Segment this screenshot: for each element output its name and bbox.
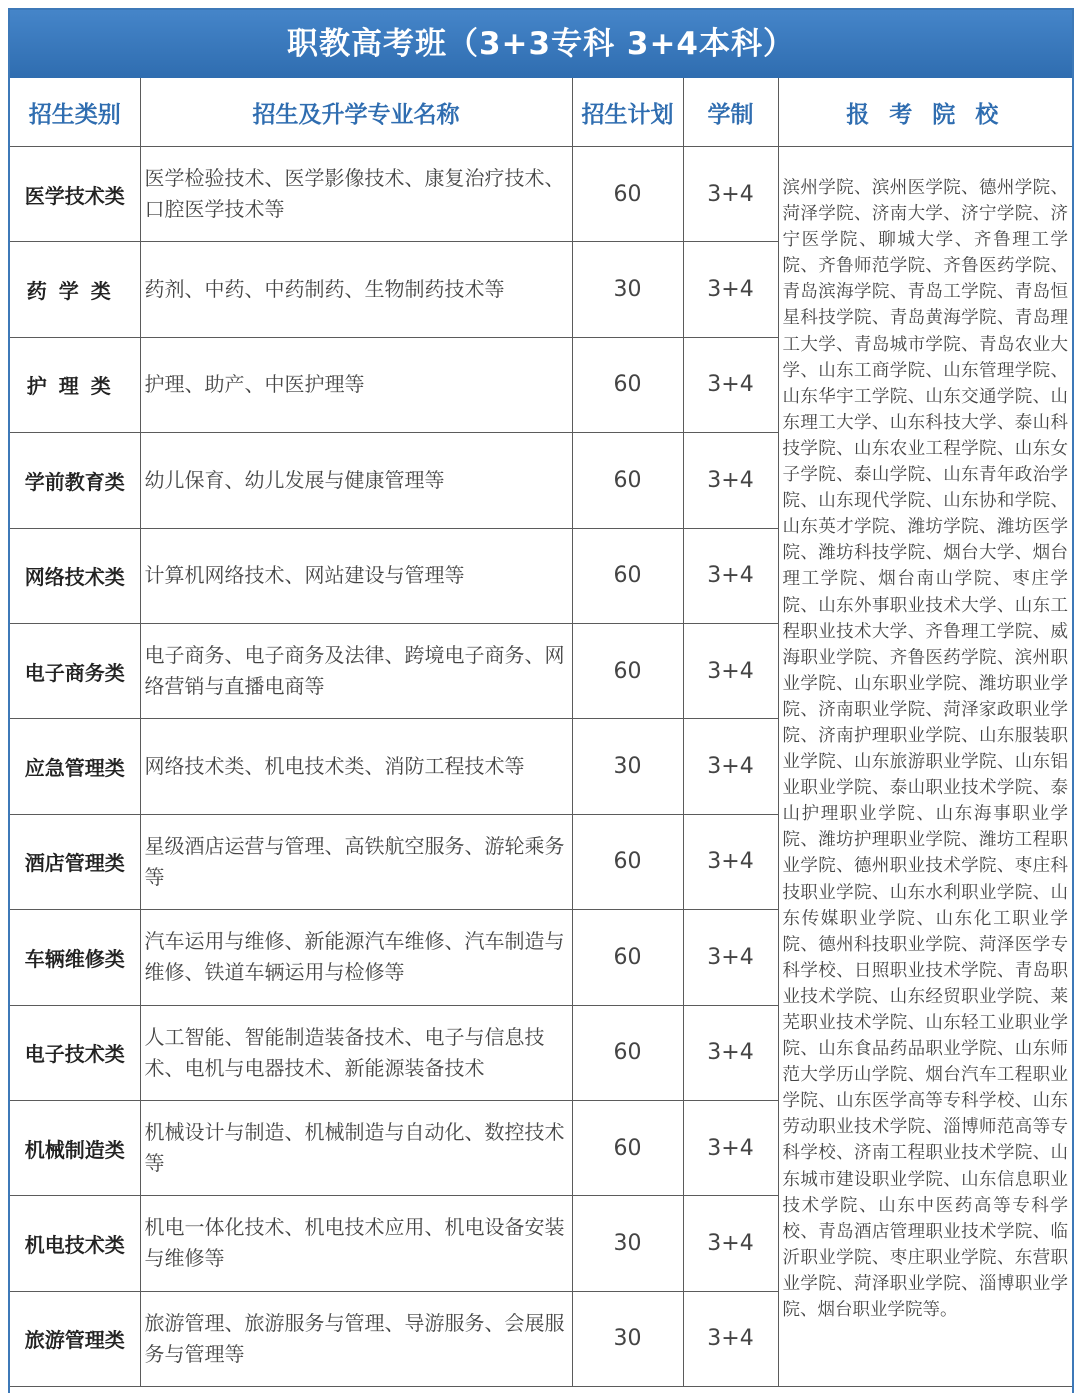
header-plan: 招生计划: [572, 78, 683, 147]
majors-cell: 机械设计与制造、机械制造与自动化、数控技术等: [140, 1100, 572, 1195]
majors-cell: 网络技术类、机电技术类、消防工程技术等: [140, 719, 572, 814]
majors-cell: 幼儿保育、幼儿发展与健康管理等: [140, 433, 572, 528]
duration-cell: 3+4: [683, 623, 778, 718]
plan-cell: 60: [572, 1005, 683, 1100]
category-cell: 药学类: [10, 242, 140, 337]
category-cell: 学前教育类: [10, 433, 140, 528]
plan-cell: 30: [572, 242, 683, 337]
majors-cell: 汽车运用与维修、新能源汽车维修、汽车制造与维修、铁道车辆运用与检修等: [140, 910, 572, 1005]
category-cell: 酒店管理类: [10, 814, 140, 909]
majors-cell: 旅游管理、旅游服务与管理、导游服务、会展服务与管理等: [140, 1291, 572, 1386]
duration-cell: 3+4: [683, 337, 778, 432]
duration-cell: 3+4: [683, 528, 778, 623]
plan-cell: 60: [572, 528, 683, 623]
category-cell: 机械制造类: [10, 1100, 140, 1195]
category-cell: 电子技术类: [10, 1005, 140, 1100]
plan-cell: 60: [572, 623, 683, 718]
duration-cell: 3+4: [683, 147, 778, 242]
plan-cell: 30: [572, 1291, 683, 1386]
category-cell: 电子商务类: [10, 623, 140, 718]
category-cell: 应急管理类: [10, 719, 140, 814]
duration-cell: 3+4: [683, 1196, 778, 1291]
header-schools: 报 考 院 校: [778, 78, 1072, 147]
header-category: 招生类别: [10, 78, 140, 147]
plan-cell: 60: [572, 910, 683, 1005]
plan-cell: 30: [572, 719, 683, 814]
duration-cell: 3+4: [683, 910, 778, 1005]
plan-cell: 60: [572, 337, 683, 432]
plan-cell: 60: [572, 147, 683, 242]
page-title: 职教高考班（3+3专科 3+4本科）: [10, 10, 1072, 78]
duration-cell: 3+4: [683, 1005, 778, 1100]
category-cell: 护理类: [10, 337, 140, 432]
duration-cell: 3+4: [683, 242, 778, 337]
header-duration: 学制: [683, 78, 778, 147]
majors-cell: 药剂、中药、中药制药、生物制药技术等: [140, 242, 572, 337]
majors-cell: 护理、助产、中医护理等: [140, 337, 572, 432]
majors-cell: 机电一体化技术、机电技术应用、机电设备安装与维修等: [140, 1196, 572, 1291]
schools-cell: 滨州学院、滨州医学院、德州学院、菏泽学院、济南大学、济宁学院、济宁医学院、聊城大学、齐鲁理工学院、齐鲁师范学院、齐鲁医药学院、青岛滨海学院、青岛工学院、青岛恒星科技学院、青岛黄海学院、青岛理工大学、青岛城市学院、青岛农业大学、山东工商学院、山东管理学院、山东华宇工学院、山东交通学院、山东理工大学、山东科技大学、泰山科技学院、山东农业工程学院、山东女子学院、泰山学院、山东青年政治学院、山东现代学院、山东协和学院、山东英才学院、潍坊学院、潍坊医学院、潍坊科技学院、烟台大学、烟台理工学院、烟台南山学院、枣庄学院、山东外事职业技术大学、山东工程职业技术大学、齐鲁理工学院、威海职业学院、齐鲁医药学院、滨州职业学院、山东职业学院、潍坊职业学院、济南职业学院、菏泽家政职业学院、济南护理职业学院、山东服装职业学院、山东旅游职业学院、山东铝业职业学院、泰山职业技术学院、泰山护理职业学院、山东海事职业学院、潍坊护理职业学院、潍坊工程职业学院、德州职业技术学院、枣庄科技职业学院、山东水利职业学院、山东传媒职业学院、山东化工职业学院、德州科技职业学院、菏泽医学专科学校、日照职业技术学院、青岛职业技术学院、山东经贸职业学院、莱芜职业技术学院、山东轻工业职业学院、山东食品药品职业学院、山东师范大学历山学院、烟台汽车工程职业学院、山东医学高等专科学校、山东劳动职业技术学院、淄博师范高等专科学校、济南工程职业技术学院、山东城市建设职业学院、山东信息职业技术学院、山东中医药高等专科学校、青岛酒店管理职业技术学院、临沂职业学院、枣庄职业学院、东营职业学院、菏泽职业学院、淄博职业学院、烟台职业学院等。: [778, 147, 1072, 1387]
majors-cell: 计算机网络技术、网站建设与管理等: [140, 528, 572, 623]
enrollment-table: [10, 78, 1072, 1387]
enrollment-table-frame: [8, 8, 1074, 1393]
category-cell: 医学技术类: [10, 147, 140, 242]
plan-cell: 60: [572, 1100, 683, 1195]
majors-cell: 医学检验技术、医学影像技术、康复治疗技术、口腔医学技术等: [140, 147, 572, 242]
majors-cell: 人工智能、智能制造装备技术、电子与信息技术、电机与电器技术、新能源装备技术: [140, 1005, 572, 1100]
plan-cell: 60: [572, 814, 683, 909]
majors-cell: 星级酒店运营与管理、高铁航空服务、游轮乘务等: [140, 814, 572, 909]
category-cell: 旅游管理类: [10, 1291, 140, 1386]
plan-cell: 30: [572, 1196, 683, 1291]
header-row: [10, 78, 1072, 147]
duration-cell: 3+4: [683, 1291, 778, 1386]
duration-cell: 3+4: [683, 719, 778, 814]
plan-cell: 60: [572, 433, 683, 528]
header-majors: 招生及升学专业名称: [140, 78, 572, 147]
duration-cell: 3+4: [683, 1100, 778, 1195]
category-cell: 车辆维修类: [10, 910, 140, 1005]
category-cell: 网络技术类: [10, 528, 140, 623]
category-cell: 机电技术类: [10, 1196, 140, 1291]
table-row: [10, 147, 1072, 242]
majors-cell: 电子商务、电子商务及法律、跨境电子商务、网络营销与直播电商等: [140, 623, 572, 718]
duration-cell: 3+4: [683, 433, 778, 528]
duration-cell: 3+4: [683, 814, 778, 909]
